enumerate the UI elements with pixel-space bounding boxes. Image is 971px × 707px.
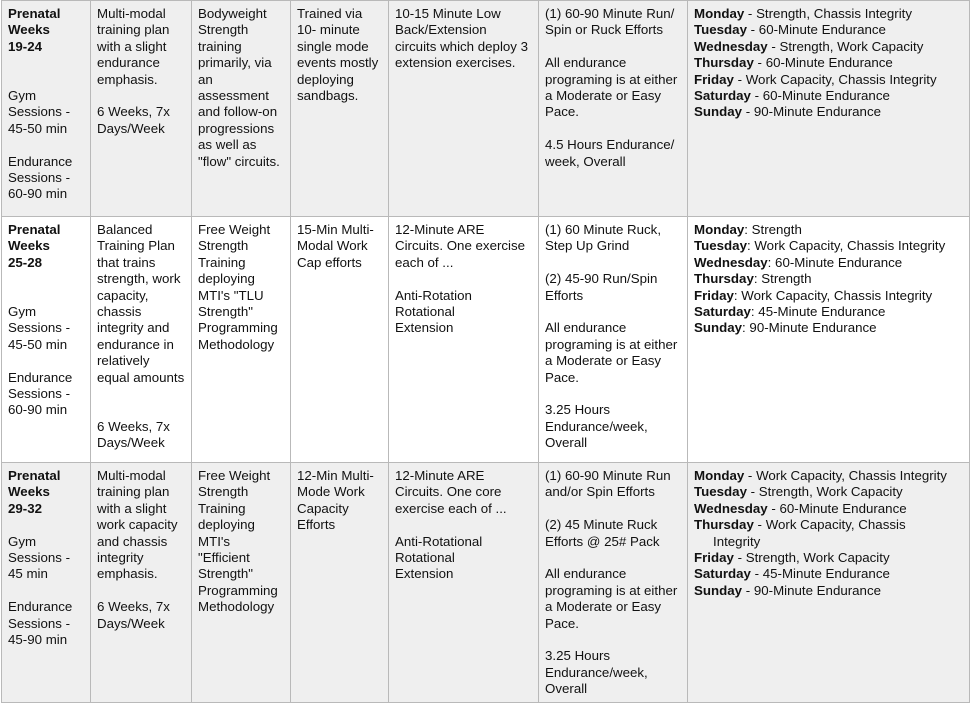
strength-text: Training (198, 254, 246, 270)
core-cell (389, 217, 539, 463)
plan-description: Balanced (97, 222, 153, 237)
plan-description: endurance in (97, 336, 174, 352)
endurance-effort: Step Up Grind (545, 238, 630, 254)
strength-text: and follow-on (198, 104, 278, 120)
schedule-day (694, 39, 963, 55)
endurance-effort: (1) 60-90 Minute Run/ (545, 6, 675, 21)
strength-text: assessment (198, 88, 269, 104)
endurance-total: week, Overall (545, 153, 626, 169)
endurance-sessions: Sessions - (8, 386, 71, 402)
plan-description: with a slight (97, 500, 167, 516)
strength-text: MTI's "TLU (198, 287, 264, 303)
plan-duration: 6 Weeks, 7x (97, 418, 170, 434)
core-intro: 12-Minute ARE (395, 468, 485, 483)
endurance-sessions: Endurance (8, 153, 73, 169)
day-separator: - (767, 500, 780, 516)
core-exercise: Anti-Rotational (395, 533, 483, 549)
day-activities: 60-Minute Endurance (762, 88, 890, 104)
strength-text: Bodyweight (198, 6, 267, 21)
core-cell (389, 463, 539, 703)
day-separator: - (733, 550, 746, 566)
day-name: Thursday (694, 55, 754, 71)
day-separator: - (742, 104, 754, 120)
work-capacity-cell (291, 1, 389, 217)
work-capacity-cell (291, 463, 389, 703)
spacer (8, 137, 84, 153)
endurance-cell (539, 463, 688, 703)
schedule-day (694, 484, 963, 500)
day-name: Thursday (694, 517, 754, 533)
schedule-cell (688, 1, 970, 217)
day-name: Monday (694, 222, 745, 237)
phase-title: Weeks (8, 484, 50, 500)
strength-text: MTI's (198, 533, 231, 549)
day-activities: 90-Minute Endurance (749, 320, 877, 336)
day-name: Saturday (694, 566, 751, 582)
phase-title: 29-32 (8, 500, 43, 516)
schedule-day (694, 517, 963, 533)
day-activities: Strength (751, 222, 802, 237)
work-capacity-text: Trained via (297, 6, 363, 21)
plan-row (2, 463, 970, 703)
plan-cell (91, 463, 192, 703)
endurance-pace: All endurance (545, 566, 627, 582)
plan-description: that trains (97, 254, 156, 270)
endurance-effort: Efforts (545, 287, 584, 303)
work-capacity-text: single mode (297, 38, 369, 54)
day-separator: - (742, 582, 754, 598)
day-activities: 90-Minute Endurance (753, 104, 881, 120)
plan-description: and chassis (97, 533, 168, 549)
endurance-effort: (1) 60-90 Minute Run (545, 468, 671, 483)
spacer (8, 517, 84, 533)
core-exercise: Rotational (395, 304, 455, 320)
strength-cell (192, 217, 291, 463)
endurance-cell (539, 217, 688, 463)
strength-text: primarily, via (198, 55, 272, 71)
day-name: Sunday (694, 320, 743, 336)
day-name: Monday (694, 6, 745, 21)
plan-row (2, 217, 970, 463)
strength-text: "Efficient (198, 550, 250, 566)
work-capacity-text: deploying (297, 71, 354, 87)
core-intro: circuits which deploy 3 (395, 38, 529, 54)
day-separator: - (750, 88, 763, 104)
day-name: Wednesday (694, 38, 768, 54)
day-separator: : (767, 254, 776, 270)
day-name: Friday (694, 287, 734, 303)
schedule-day (694, 534, 963, 550)
core-exercise: Extension (395, 566, 454, 582)
day-activities: Work Capacity, Chassis (765, 517, 906, 533)
endurance-pace: a Moderate or Easy (545, 88, 662, 104)
strength-text: deploying (198, 517, 255, 533)
strength-text: Methodology (198, 599, 275, 615)
gym-sessions: Sessions - (8, 320, 71, 336)
plan-duration: 6 Weeks, 7x (97, 599, 170, 615)
day-name: Sunday (694, 104, 743, 120)
schedule-cell (688, 217, 970, 463)
day-name: Friday (694, 71, 734, 87)
core-exercise: Rotational (395, 550, 455, 566)
schedule-day (694, 238, 963, 254)
gym-sessions: Gym (8, 533, 37, 549)
plan-description: integrity and (97, 320, 170, 336)
day-name: Monday (694, 468, 745, 483)
strength-text: Programming (198, 320, 278, 336)
day-separator: - (746, 22, 759, 38)
day-separator: - (744, 6, 757, 21)
phase-cell (2, 217, 91, 463)
work-capacity-text: 12-Min Multi- (297, 468, 374, 483)
schedule-day (694, 320, 963, 336)
work-capacity-text: Capacity (297, 500, 349, 516)
schedule-day (694, 104, 963, 120)
spacer (8, 271, 84, 304)
schedule-day (694, 255, 963, 271)
work-capacity-text: Efforts (297, 517, 336, 533)
endurance-sessions: Endurance (8, 599, 73, 615)
plan-duration: 6 Weeks, 7x (97, 104, 170, 120)
plan-description: work capacity (97, 517, 178, 533)
endurance-total: Overall (545, 681, 588, 697)
phase-title: Prenatal (8, 468, 61, 483)
plan-description: chassis (97, 304, 142, 320)
endurance-sessions: 60-90 min (8, 402, 68, 418)
endurance-sessions: Endurance (8, 369, 73, 385)
plan-description: capacity, (97, 287, 149, 303)
spacer (395, 517, 532, 533)
endurance-pace: a Moderate or Easy (545, 353, 662, 369)
schedule-day (694, 550, 963, 566)
phase-title: Weeks (8, 22, 50, 38)
strength-text: an (198, 71, 213, 87)
endurance-effort: (2) 45 Minute Ruck (545, 517, 658, 533)
gym-sessions: 45-50 min (8, 120, 68, 136)
day-separator: : (744, 222, 752, 237)
schedule-day (694, 222, 963, 238)
gym-sessions: Sessions - (8, 104, 71, 120)
day-activities: Work Capacity, Chassis Integrity (754, 238, 946, 254)
core-intro: 12-Minute ARE (395, 222, 485, 237)
endurance-sessions: 60-90 min (8, 186, 68, 202)
plan-description: Multi-modal (97, 6, 166, 21)
endurance-total: 3.25 Hours (545, 648, 611, 664)
day-separator: : (742, 320, 750, 336)
schedule-cell (688, 463, 970, 703)
day-activities: 45-Minute Endurance (758, 304, 886, 320)
strength-text: deploying (198, 271, 255, 287)
day-name: Saturday (694, 304, 751, 320)
spacer (8, 55, 84, 88)
strength-text: Free Weight (198, 222, 271, 237)
plan-description: Training Plan (97, 238, 175, 254)
day-name: Tuesday (694, 22, 747, 38)
day-name: Friday (694, 550, 734, 566)
work-capacity-text: Cap efforts (297, 254, 362, 270)
training-plan-table (1, 0, 970, 703)
day-name: Wednesday (694, 500, 768, 516)
spacer (545, 386, 681, 402)
core-intro: each of ... (395, 254, 454, 270)
day-activities: 90-Minute Endurance (753, 582, 881, 598)
phase-title: 25-28 (8, 254, 43, 270)
day-separator: - (753, 55, 766, 71)
core-intro: Circuits. One core (395, 484, 502, 500)
work-capacity-text: events mostly (297, 55, 379, 71)
phase-title: Prenatal (8, 222, 61, 237)
spacer (545, 501, 681, 517)
spacer (545, 255, 681, 271)
day-separator: - (746, 484, 759, 500)
core-exercise: Extension (395, 320, 454, 336)
schedule-day (694, 6, 963, 22)
endurance-pace: Pace. (545, 104, 580, 120)
plan-row (2, 1, 970, 217)
core-cell (389, 1, 539, 217)
day-name: Tuesday (694, 238, 747, 254)
day-separator: : (746, 238, 755, 254)
plan-description: relatively (97, 353, 150, 369)
endurance-sessions: 45-90 min (8, 632, 68, 648)
phase-title: Weeks (8, 238, 50, 254)
strength-cell (192, 1, 291, 217)
strength-text: Programming (198, 582, 278, 598)
endurance-total: 4.5 Hours Endurance/ (545, 137, 675, 153)
endurance-cell (539, 1, 688, 217)
endurance-total: Endurance/week, (545, 418, 648, 434)
schedule-day (694, 88, 963, 104)
schedule-day (694, 583, 963, 599)
day-activities: Strength, Work Capacity (758, 484, 903, 500)
day-activities: Integrity (713, 533, 761, 549)
spacer (545, 39, 681, 55)
day-activities: Strength, Chassis Integrity (756, 6, 913, 21)
phase-cell (2, 463, 91, 703)
spacer (545, 121, 681, 137)
schedule-day (694, 566, 963, 582)
spacer (97, 583, 185, 599)
plan-description: with a slight (97, 38, 167, 54)
endurance-pace: programing is at either (545, 336, 678, 352)
work-capacity-text: sandbags. (297, 88, 359, 104)
strength-text: Strength" (198, 304, 253, 320)
phase-cell (2, 1, 91, 217)
endurance-pace: Pace. (545, 615, 580, 631)
core-intro: Back/Extension (395, 22, 487, 38)
plan-description: Multi-modal (97, 468, 166, 483)
day-activities: 60-Minute Endurance (779, 500, 907, 516)
endurance-total: Overall (545, 435, 588, 451)
strength-text: Strength" (198, 566, 253, 582)
endurance-pace: All endurance (545, 320, 627, 336)
gym-sessions: 45-50 min (8, 336, 68, 352)
plan-description: integrity (97, 550, 144, 566)
plan-cell (91, 217, 192, 463)
endurance-effort: Efforts @ 25# Pack (545, 533, 660, 549)
spacer (8, 353, 84, 369)
schedule-day (694, 501, 963, 517)
strength-text: training (198, 38, 242, 54)
work-capacity-text: Mode Work (297, 484, 365, 500)
strength-text: Methodology (198, 336, 275, 352)
strength-text: Strength (198, 22, 249, 38)
endurance-pace: programing is at either (545, 582, 678, 598)
spacer (545, 632, 681, 648)
endurance-total: 3.25 Hours (545, 402, 611, 418)
spacer (395, 271, 532, 287)
day-separator: : (733, 287, 742, 303)
schedule-day (694, 304, 963, 320)
schedule-day (694, 468, 963, 484)
endurance-pace: Pace. (545, 369, 580, 385)
core-intro: exercise each of ... (395, 500, 507, 516)
endurance-effort: and/or Spin Efforts (545, 484, 655, 500)
day-activities: 45-Minute Endurance (762, 566, 890, 582)
endurance-total: Endurance/week, (545, 664, 648, 680)
day-activities: Work Capacity, Chassis Integrity (741, 287, 933, 303)
day-activities: 60-Minute Endurance (775, 254, 903, 270)
strength-text: "flow" circuits. (198, 153, 280, 169)
day-activities: Strength (761, 271, 812, 287)
spacer (8, 583, 84, 599)
day-separator: - (753, 517, 766, 533)
plan-cell (91, 1, 192, 217)
schedule-day (694, 22, 963, 38)
plan-description: training plan (97, 22, 170, 38)
core-intro: extension exercises. (395, 55, 516, 71)
strength-cell (192, 463, 291, 703)
work-capacity-text: 10- minute (297, 22, 360, 38)
plan-description: equal amounts (97, 369, 185, 385)
gym-sessions: 45 min (8, 566, 48, 582)
endurance-pace: All endurance (545, 55, 627, 71)
day-activities: Work Capacity, Chassis Integrity (745, 71, 937, 87)
endurance-effort: (1) 60 Minute Ruck, (545, 222, 662, 237)
day-name: Saturday (694, 88, 751, 104)
work-capacity-cell (291, 217, 389, 463)
schedule-day (694, 271, 963, 287)
endurance-effort: Spin or Ruck Efforts (545, 22, 663, 38)
plan-description: emphasis. (97, 566, 158, 582)
schedule-day (694, 288, 963, 304)
day-name: Tuesday (694, 484, 747, 500)
core-intro: Circuits. One exercise (395, 238, 526, 254)
strength-text: progressions (198, 120, 275, 136)
day-separator: - (767, 38, 780, 54)
gym-sessions: Gym (8, 304, 37, 320)
day-separator: - (750, 566, 763, 582)
spacer (545, 550, 681, 566)
core-intro: 10-15 Minute Low (395, 6, 501, 21)
strength-text: Free Weight (198, 468, 271, 483)
day-activities: Strength, Work Capacity (745, 550, 890, 566)
plan-description: strength, work (97, 271, 181, 287)
plan-description: training plan (97, 484, 170, 500)
plan-duration: Days/Week (97, 120, 165, 136)
plan-duration: Days/Week (97, 615, 165, 631)
work-capacity-text: 15-Min Multi- (297, 222, 374, 237)
day-separator: : (753, 271, 762, 287)
day-activities: Strength, Work Capacity (779, 38, 924, 54)
gym-sessions: Gym (8, 88, 37, 104)
day-activities: 60-Minute Endurance (758, 22, 886, 38)
work-capacity-text: Modal Work (297, 238, 368, 254)
endurance-effort: (2) 45-90 Run/Spin (545, 271, 658, 287)
core-exercise: Anti-Rotation (395, 287, 472, 303)
gym-sessions: Sessions - (8, 550, 71, 566)
endurance-sessions: Sessions - (8, 170, 71, 186)
strength-text: Strength (198, 484, 249, 500)
plan-description: emphasis. (97, 71, 158, 87)
schedule-day (694, 72, 963, 88)
day-separator: : (750, 304, 759, 320)
strength-text: as well as (198, 137, 257, 153)
phase-title: 19-24 (8, 38, 43, 54)
day-separator: - (733, 71, 746, 87)
day-name: Thursday (694, 271, 754, 287)
endurance-pace: programing is at either (545, 71, 678, 87)
day-activities: Work Capacity, Chassis Integrity (756, 468, 947, 483)
strength-text: Training (198, 500, 246, 516)
spacer (97, 88, 185, 104)
day-name: Sunday (694, 582, 743, 598)
strength-text: Strength (198, 238, 249, 254)
phase-title: Prenatal (8, 6, 61, 21)
day-name: Wednesday (694, 254, 768, 270)
schedule-day (694, 55, 963, 71)
day-activities: 60-Minute Endurance (765, 55, 893, 71)
plan-duration: Days/Week (97, 435, 165, 451)
plan-description: endurance (97, 55, 160, 71)
spacer (545, 304, 681, 320)
spacer (97, 386, 185, 419)
endurance-sessions: Sessions - (8, 615, 71, 631)
endurance-pace: a Moderate or Easy (545, 599, 662, 615)
day-separator: - (744, 468, 757, 483)
